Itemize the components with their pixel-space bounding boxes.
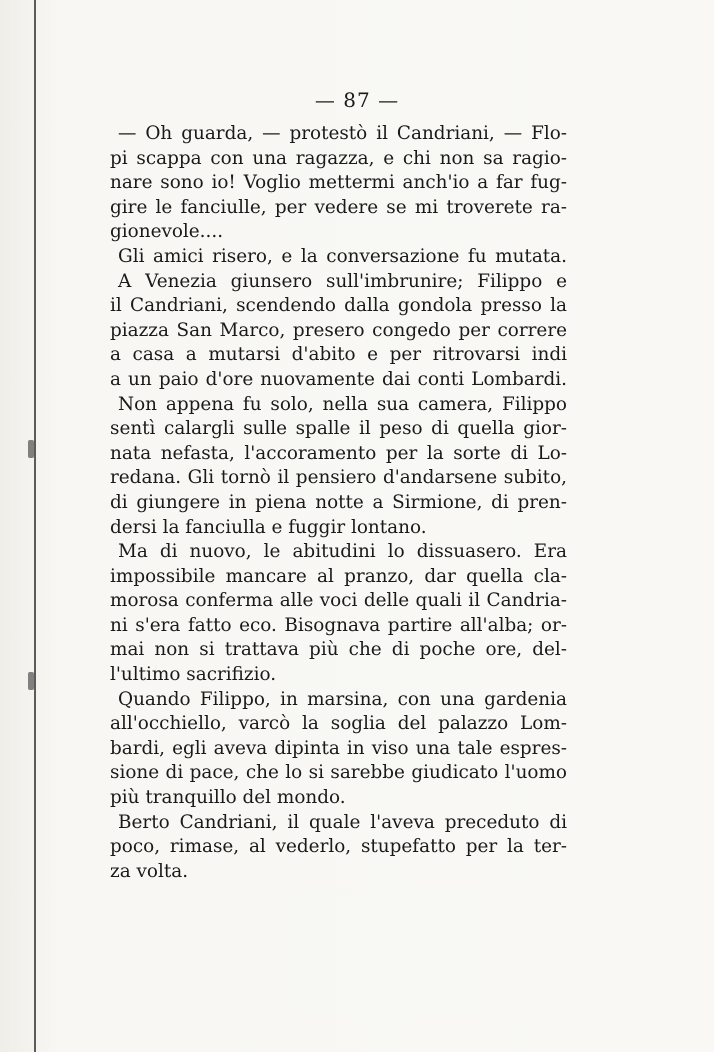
text-line: A Venezia giunsero sull'imbrunire; Filippo e xyxy=(118,270,567,292)
text-line: a un paio d'ore nuovamente dai conti Lombardi. xyxy=(110,368,567,390)
text-line: impossibile mancare al pranzo, dar quella cla- xyxy=(110,565,567,587)
binding-edge xyxy=(34,0,36,1052)
text-line: pi scappa con una ragazza, e chi non sa ragio- xyxy=(110,147,567,169)
text-line: poco, rimase, al vederlo, stupefatto per la ter- xyxy=(110,836,567,858)
text-line: il Candriani, scendendo dalla gondola presso la xyxy=(110,295,567,317)
text-line: bardi, egli aveva dipinta in viso una tale espres- xyxy=(110,737,567,759)
text-line: più tranquillo del mondo. xyxy=(110,787,346,809)
text-line: l'ultimo sacrifizio. xyxy=(110,664,277,686)
text-line: a casa a mutarsi d'abito e per ritrovarsi indi xyxy=(110,344,567,366)
text-line: di giungere in piena notte a Sirmione, di pren- xyxy=(110,491,567,513)
text-line: mai non si trattava più che di poche ore, del- xyxy=(110,639,567,661)
text-line: all'occhiello, varcò la soglia del palazzo Lom- xyxy=(110,713,567,735)
text-line: piazza San Marco, presero congedo per correre xyxy=(110,319,567,341)
edge-mark xyxy=(28,440,34,458)
text-line: ni s'era fatto eco. Bisognava partire all'alba; or- xyxy=(110,614,567,636)
text-line: gionevole.... xyxy=(110,221,224,243)
text-line: Ma di nuovo, le abitudini lo dissuasero. Era xyxy=(118,541,567,563)
text-line: Gli amici risero, e la conversazione fu mutata. xyxy=(118,245,567,267)
text-line: gire le fanciulle, per vedere se mi troverete ra- xyxy=(110,196,567,218)
text-line: Quando Filippo, in marsina, con una gardenia xyxy=(118,688,567,710)
text-line: redana. Gli tornò il pensiero d'andarsene subito, xyxy=(110,467,567,489)
text-line: nata nefasta, l'accoramento per la sorte di Lo- xyxy=(110,442,567,464)
text-line: morosa conferma alle voci delle quali il Candria- xyxy=(110,590,567,612)
text-line: za volta. xyxy=(110,860,189,882)
page-number: — 87 — xyxy=(314,88,400,112)
text-line: Non appena fu solo, nella sua camera, Filippo xyxy=(118,393,567,415)
text-line: Berto Candriani, il quale l'aveva preceduto di xyxy=(118,811,567,833)
text-line: sione di pace, che lo si sarebbe giudicato l'uomo xyxy=(110,762,567,784)
text-line: sentì calargli sulle spalle il peso di quella gior- xyxy=(110,418,567,440)
text-line: nare sono io! Voglio mettermi anch'io a far fug- xyxy=(110,172,567,194)
text-line: dersi la fanciulla e fuggir lontano. xyxy=(110,516,427,538)
text-line: — Oh guarda, — protestò il Candriani, — Flo- xyxy=(118,123,567,144)
body-text xyxy=(110,122,567,884)
edge-mark xyxy=(28,672,34,690)
